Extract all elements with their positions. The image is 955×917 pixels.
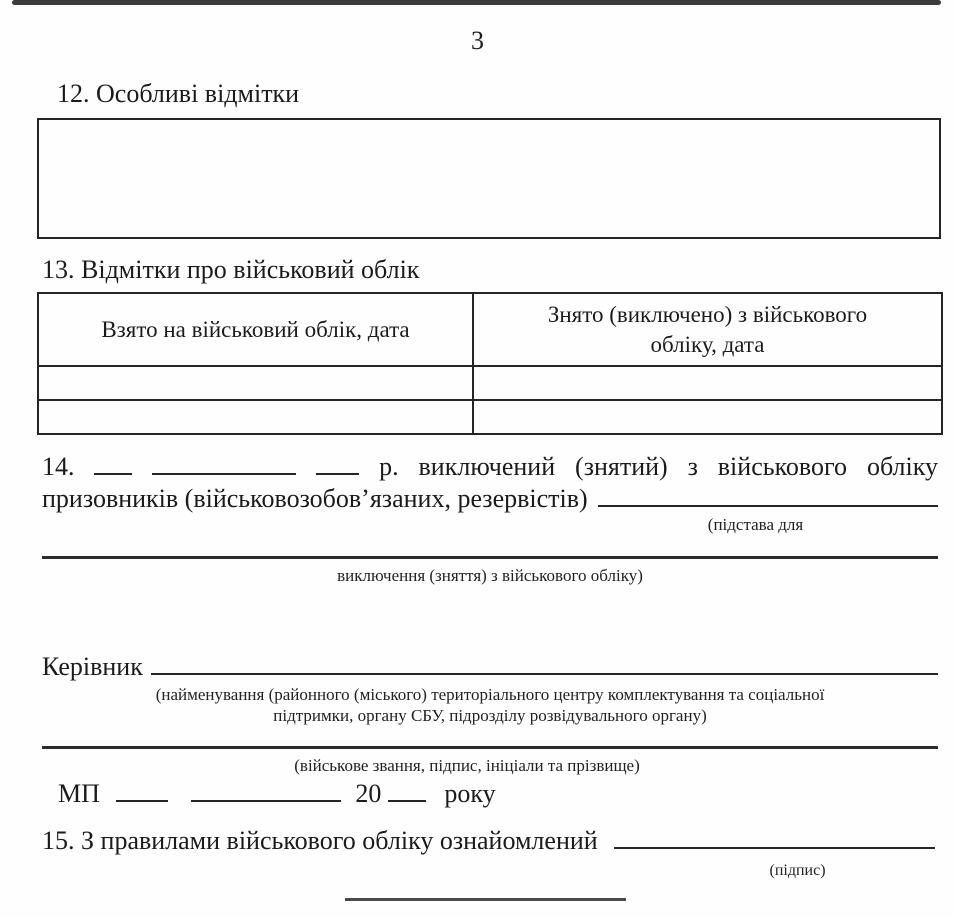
table-cell-empty xyxy=(38,366,473,400)
hint-signature: (підпис) xyxy=(769,862,826,879)
hint-kerivnyk-name-line1: (найменування (районного (міського) територіального центру комплектування та соціальної xyxy=(155,685,825,704)
blank-year-field xyxy=(388,799,426,802)
bottom-line xyxy=(345,898,626,901)
section-12-heading: 12. Особливі відмітки xyxy=(57,79,300,108)
mp-label: МП xyxy=(58,779,100,808)
section-14-word: обліку xyxy=(866,452,938,481)
section-15-line xyxy=(42,826,935,856)
year-suffix: року xyxy=(444,779,496,808)
scan-edge-artifact xyxy=(12,0,941,5)
column-header-removed-label: Знято (виключено) з військового обліку, дата xyxy=(547,301,868,357)
section-15-text: 15. З правилами військового обліку ознайомлений xyxy=(42,826,598,855)
blank-day-field xyxy=(94,472,132,475)
column-header-removed xyxy=(473,293,942,366)
section-14-line2 xyxy=(42,484,938,514)
hint-exclusion: виключення (зняття) з військового обліку) xyxy=(337,566,643,585)
hint-rank-signature: (військове звання, підпис, ініціали та прізвище) xyxy=(294,756,640,775)
blank-year-field xyxy=(316,472,359,475)
page-number: 3 xyxy=(471,26,484,55)
section-14-line1 xyxy=(42,452,938,482)
kerivnyk-line xyxy=(42,652,938,682)
hint-kerivnyk-name-line2: підтримки, органу СБУ, підрозділу розвідувального органу) xyxy=(273,706,707,725)
hint-kerivnyk-name xyxy=(42,684,938,726)
table-header-row xyxy=(38,293,942,366)
table-row xyxy=(38,400,942,434)
table-cell-empty xyxy=(473,366,942,400)
blank-day-field xyxy=(116,799,168,802)
section-12-notes-box xyxy=(37,118,941,239)
table-cell-empty xyxy=(38,400,473,434)
section-14-word: (знятий) xyxy=(575,452,668,481)
blank-basis-field xyxy=(598,505,938,507)
blank-signature-field xyxy=(614,847,935,849)
section-14-word: військового xyxy=(717,452,848,481)
military-record-table xyxy=(37,292,943,435)
blank-rank-line xyxy=(42,746,938,749)
section-13-table-wrap xyxy=(37,292,943,435)
table-cell-empty xyxy=(473,400,942,434)
mp-line xyxy=(58,779,496,809)
section-14-word: виключений xyxy=(418,452,556,481)
section-13-heading: 13. Відмітки про військовий облік xyxy=(42,255,420,284)
year-prefix: 20 xyxy=(355,779,382,808)
kerivnyk-label: Керівник xyxy=(42,652,143,681)
table-row xyxy=(38,366,942,400)
section-14-word: р. xyxy=(379,452,399,481)
section-14-word: з xyxy=(687,452,698,481)
section-14-number: 14. xyxy=(42,452,75,481)
blank-continuation-line xyxy=(42,556,938,559)
section-14-line2-text: призовників (військовозобов’язаних, резервістів) xyxy=(42,484,588,513)
blank-month-field xyxy=(191,799,341,802)
hint-basis-for: (підстава для xyxy=(707,515,804,534)
blank-kerivnyk-field xyxy=(151,673,938,675)
column-header-taken: Взято на військовий облік, дата xyxy=(38,293,473,366)
blank-month-field xyxy=(152,472,296,475)
